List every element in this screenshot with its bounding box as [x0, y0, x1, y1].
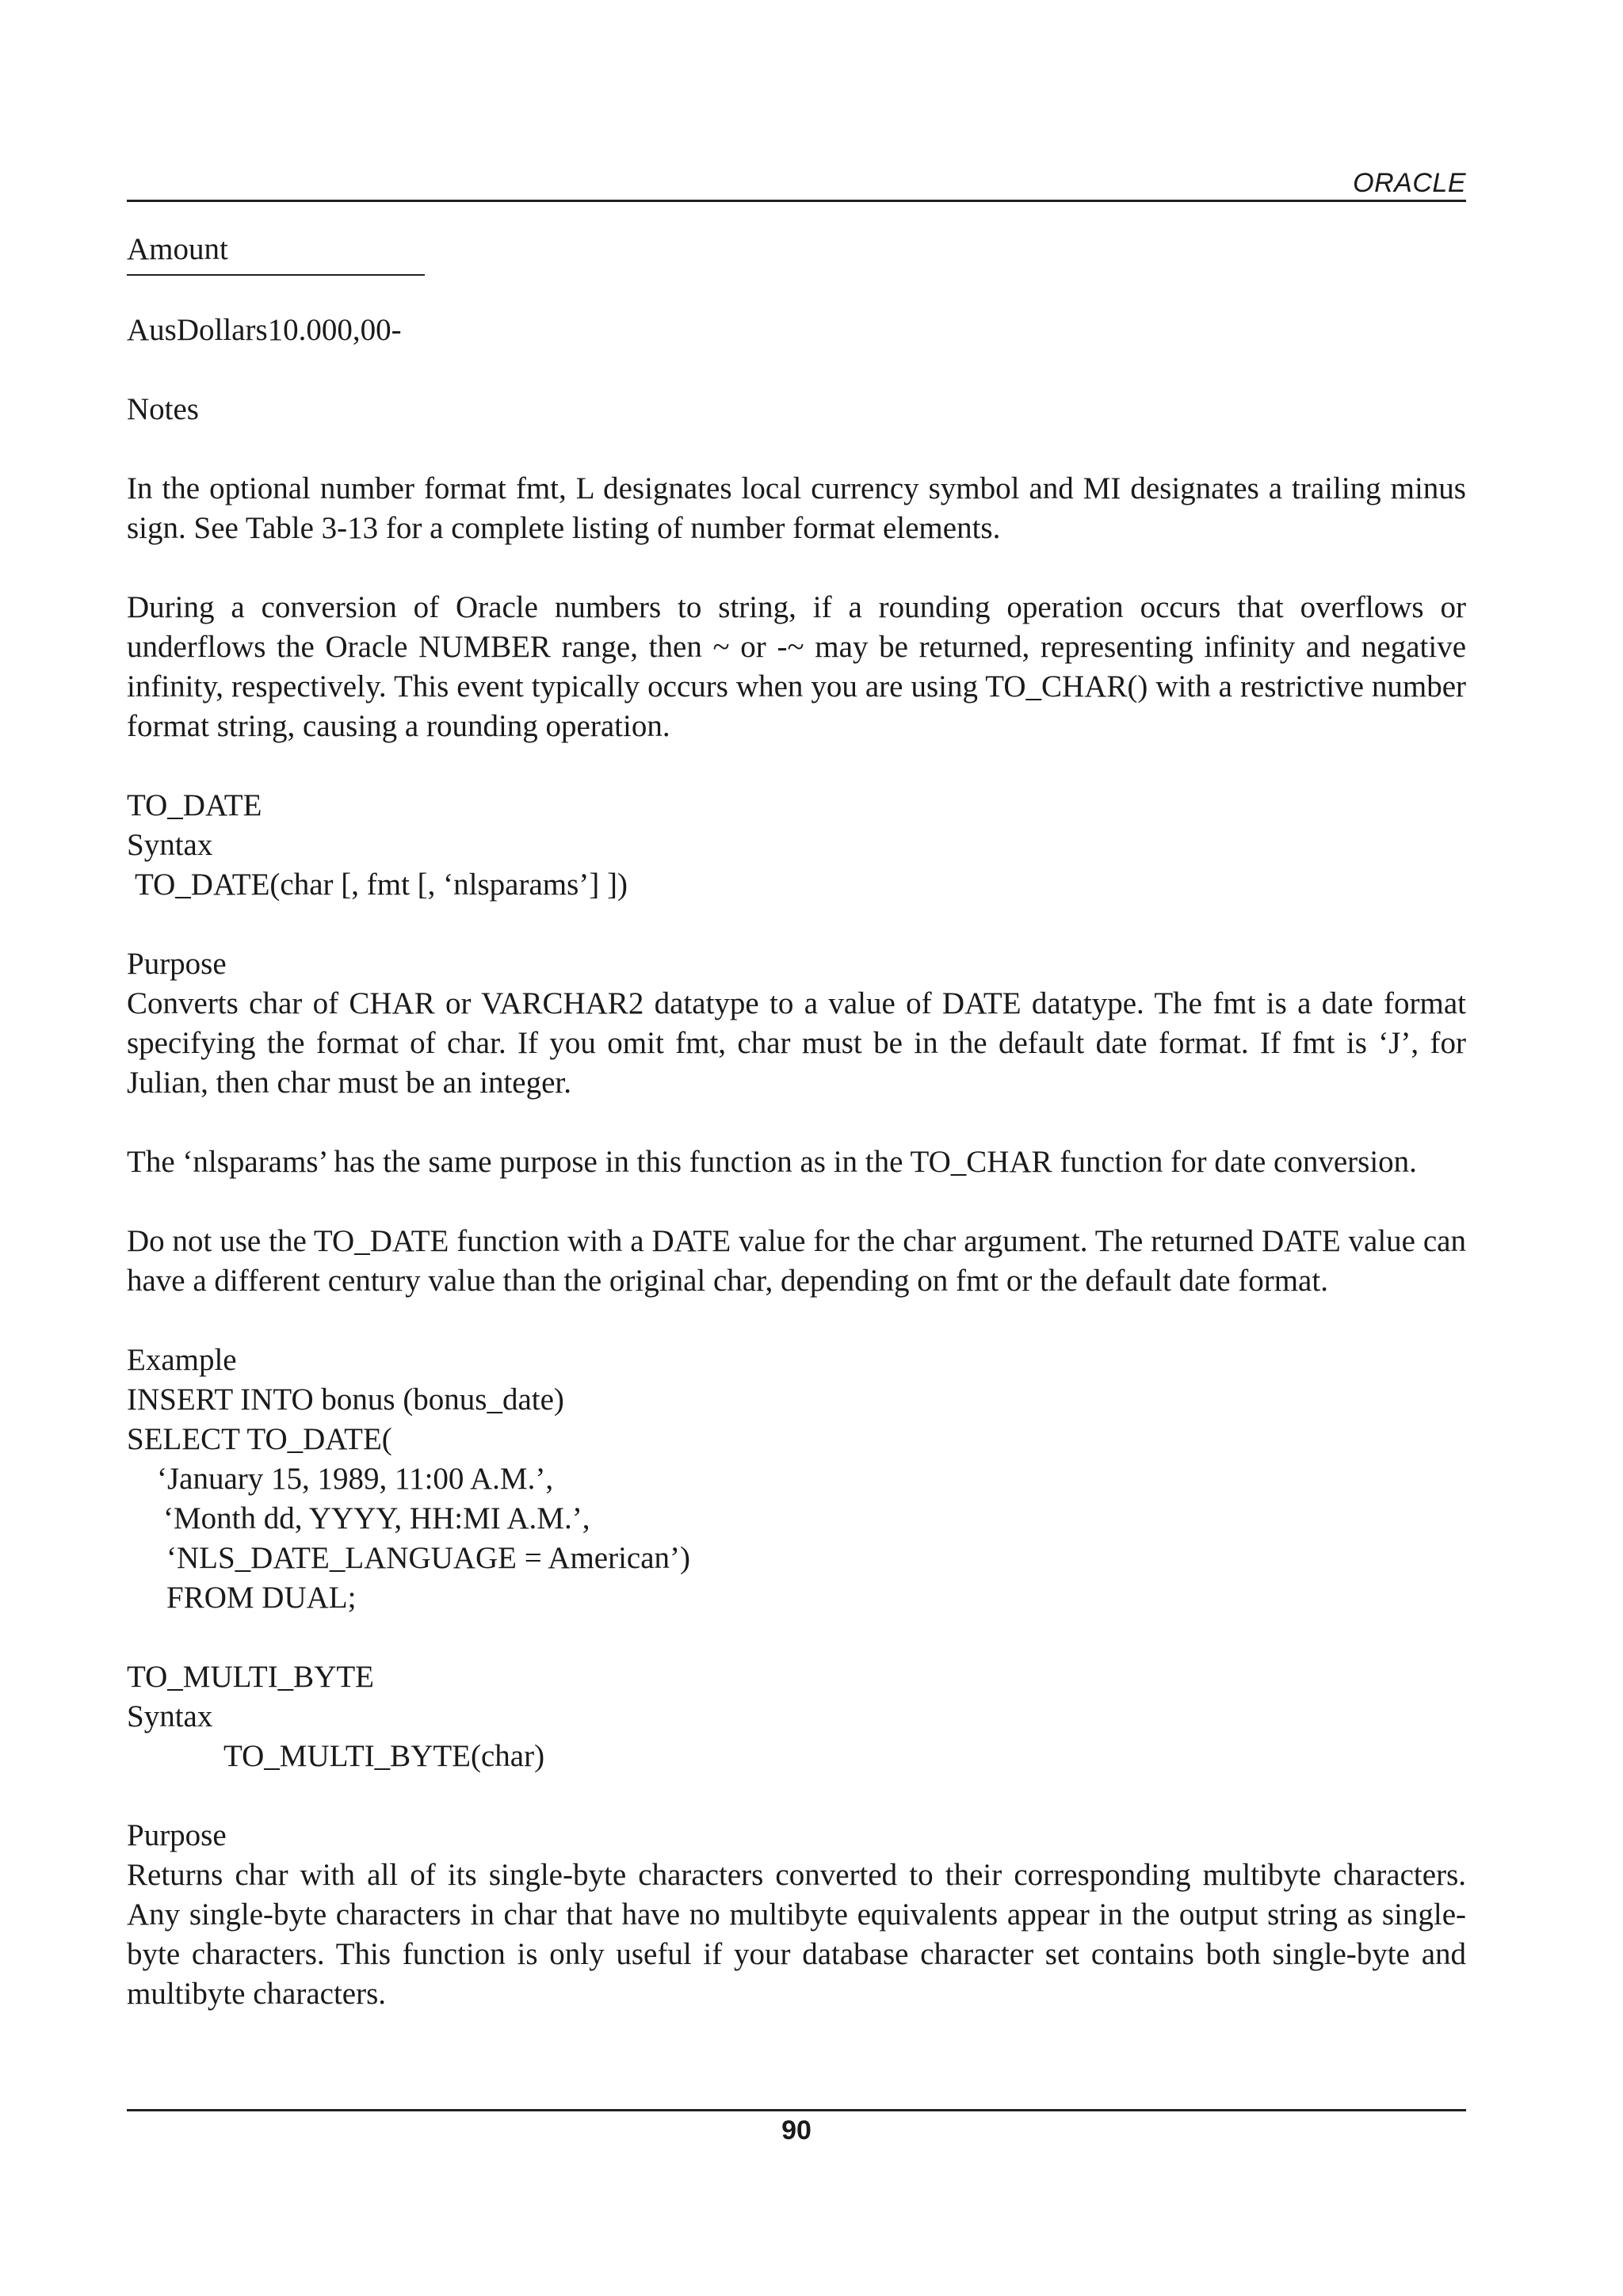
to-date-syntax-label: Syntax	[127, 828, 213, 862]
to-date-title: TO_DATE	[127, 788, 262, 822]
to-date-syntax: TO_DATE(char [, fmt [, ‘nlsparams’] ])	[135, 868, 628, 902]
running-head: ORACLE	[1353, 168, 1466, 198]
notes-paragraph-1: In the optional number format fmt, L designates local currency symbol and MI designates a trailing minus sign. See Table 3-13 for a complete listing of number format elements.	[127, 471, 1466, 545]
spacer	[127, 746, 1466, 786]
spacer	[127, 548, 1466, 588]
to-multi-byte-syntax: TO_MULTI_BYTE(char)	[223, 1739, 545, 1773]
spacer	[127, 1776, 1466, 1816]
code-line: ‘January 15, 1989, 11:00 A.M.’,	[157, 1462, 554, 1496]
code-line: ‘NLS_DATE_LANGUAGE = American’)	[166, 1541, 691, 1575]
page-body	[127, 230, 1466, 2014]
to-date-nlsparams-paragraph: The ‘nlsparams’ has the same purpose in this function as in the TO_CHAR function for date conversion.	[127, 1145, 1417, 1179]
spacer	[127, 276, 1466, 311]
code-line: INSERT INTO bonus (bonus_date)	[127, 1383, 564, 1417]
page-number: 90	[781, 2115, 812, 2145]
spacer	[127, 1182, 1466, 1222]
to-date-example-label: Example	[127, 1343, 237, 1377]
amount-heading: Amount	[127, 232, 228, 266]
spacer	[127, 350, 1466, 390]
to-date-warning-paragraph: Do not use the TO_DATE function with a DATE value for the char argument. The returned DATE value can have a different century value than the original char, depending on fmt or the default date format.	[127, 1224, 1466, 1298]
spacer	[127, 905, 1466, 944]
code-line: FROM DUAL;	[166, 1581, 357, 1615]
code-line: SELECT TO_DATE(	[127, 1422, 392, 1456]
spacer	[127, 1301, 1466, 1341]
amount-value: AusDollars10.000,00-	[127, 313, 402, 347]
to-multi-byte-syntax-label: Syntax	[127, 1699, 213, 1733]
spacer	[127, 1618, 1466, 1657]
notes-paragraph-2: During a conversion of Oracle numbers to string, if a rounding operation occurs that overflows or underflows the Oracle NUMBER range, then ~ or -~ may be returned, representing infinity and negative infinity, respectively. This event typically occurs when you are using TO_CHAR() with a restrictive number format string, causing a rounding operation.	[127, 590, 1466, 743]
to-multi-byte-purpose-label: Purpose	[127, 1818, 227, 1852]
header-rule	[127, 200, 1466, 202]
footer-rule	[127, 2109, 1466, 2111]
spacer	[127, 429, 1466, 469]
spacer	[127, 1103, 1466, 1142]
to-date-purpose-label: Purpose	[127, 947, 227, 981]
notes-heading: Notes	[127, 392, 199, 426]
to-date-purpose: Converts char of CHAR or VARCHAR2 datatype to a value of DATE datatype. The fmt is a date format specifying the format of char. If you omit fmt, char must be in the default date format. If fmt is ‘J’, for Julian, then char must be an integer.	[127, 986, 1466, 1100]
to-multi-byte-purpose: Returns char with all of its single-byte characters converted to their corresponding multibyte characters. Any single-byte characters in char that have no multibyte equivalents appear in the output string as single-byte characters. This function is only useful if your database character set contains both single-byte and multibyte characters.	[127, 1858, 1466, 2011]
document-page	[127, 0, 1466, 2296]
to-multi-byte-title: TO_MULTI_BYTE	[127, 1660, 374, 1694]
code-line: ‘Month dd, YYYY, HH:MI A.M.’,	[163, 1501, 590, 1535]
